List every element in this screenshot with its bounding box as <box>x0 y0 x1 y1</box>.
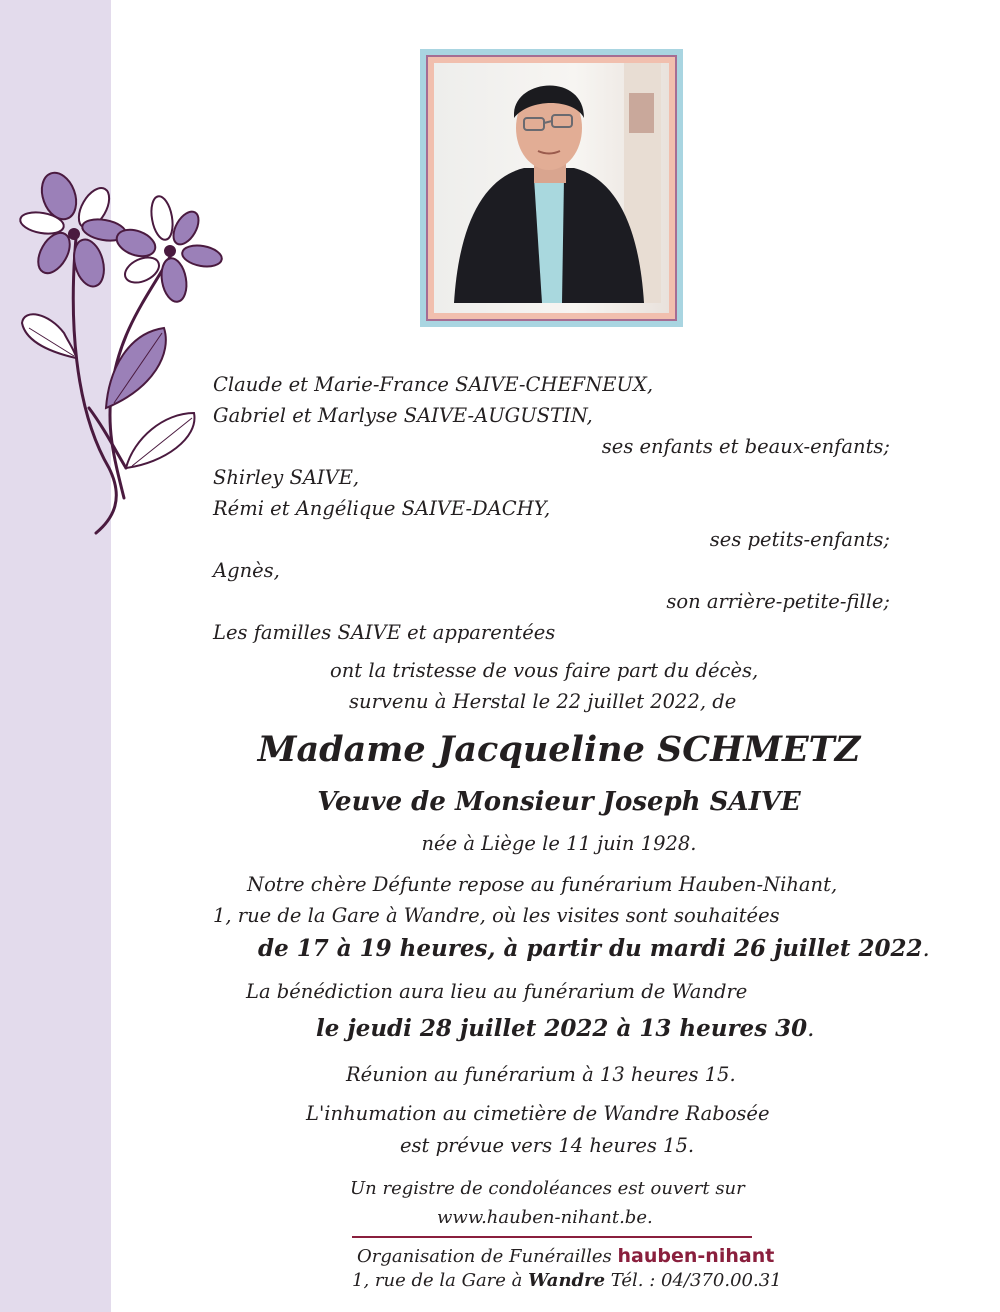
family-line: Shirley SAIVE, <box>213 466 360 489</box>
family-role: ses enfants et beaux-enfants; <box>601 435 890 458</box>
portrait-frame <box>420 49 683 327</box>
announcement-line: ont la tristesse de vous faire part du décès, <box>330 659 759 682</box>
deceased-name: Madame Jacqueline SCHMETZ <box>257 729 861 770</box>
birth-info: née à Liège le 11 juin 1928. <box>421 832 697 855</box>
register-line: Un registre de condoléances est ouvert sur <box>350 1178 745 1199</box>
widow-of: Veuve de Monsieur Joseph SAIVE <box>317 787 801 817</box>
footer-divider <box>352 1236 752 1238</box>
portrait-photo <box>434 63 669 313</box>
flower-illustration <box>14 168 228 540</box>
visitation-line: 1, rue de la Gare à Wandre, où les visites sont souhaitées <box>213 904 780 927</box>
family-line: Rémi et Angélique SAIVE-DACHY, <box>213 497 551 520</box>
footer-organization: Organisation de Funérailles hauben-nihant <box>357 1245 775 1267</box>
visitation-times: de 17 à 19 heures, à partir du mardi 26 juillet 2022. <box>258 935 930 962</box>
blessing-date: le jeudi 28 juillet 2022 à 13 heures 30. <box>316 1015 815 1042</box>
brand-logo: hauben-nihant <box>617 1245 775 1267</box>
footer-address: 1, rue de la Gare à Wandre Tél. : 04/370.00.31 <box>352 1270 782 1291</box>
blessing-line: La bénédiction aura lieu au funérarium de Wandre <box>246 980 748 1003</box>
meeting-info: Réunion au funérarium à 13 heures 15. <box>346 1063 736 1086</box>
family-line: Agnès, <box>213 559 280 582</box>
announcement-line: survenu à Herstal le 22 juillet 2022, de <box>349 690 737 713</box>
family-role: ses petits-enfants; <box>709 528 890 551</box>
burial-line: L'inhumation au cimetière de Wandre Rabosée <box>306 1102 770 1125</box>
family-line: Les familles SAIVE et apparentées <box>213 621 556 644</box>
visitation-line: Notre chère Défunte repose au funérarium Hauben-Nihant, <box>247 873 838 896</box>
family-role: son arrière-petite-fille; <box>666 590 890 613</box>
family-line: Gabriel et Marlyse SAIVE-AUGUSTIN, <box>213 404 593 427</box>
family-line: Claude et Marie-France SAIVE-CHEFNEUX, <box>213 373 654 396</box>
burial-line: est prévue vers 14 heures 15. <box>400 1134 695 1157</box>
register-url[interactable]: www.hauben-nihant.be. <box>437 1207 653 1228</box>
